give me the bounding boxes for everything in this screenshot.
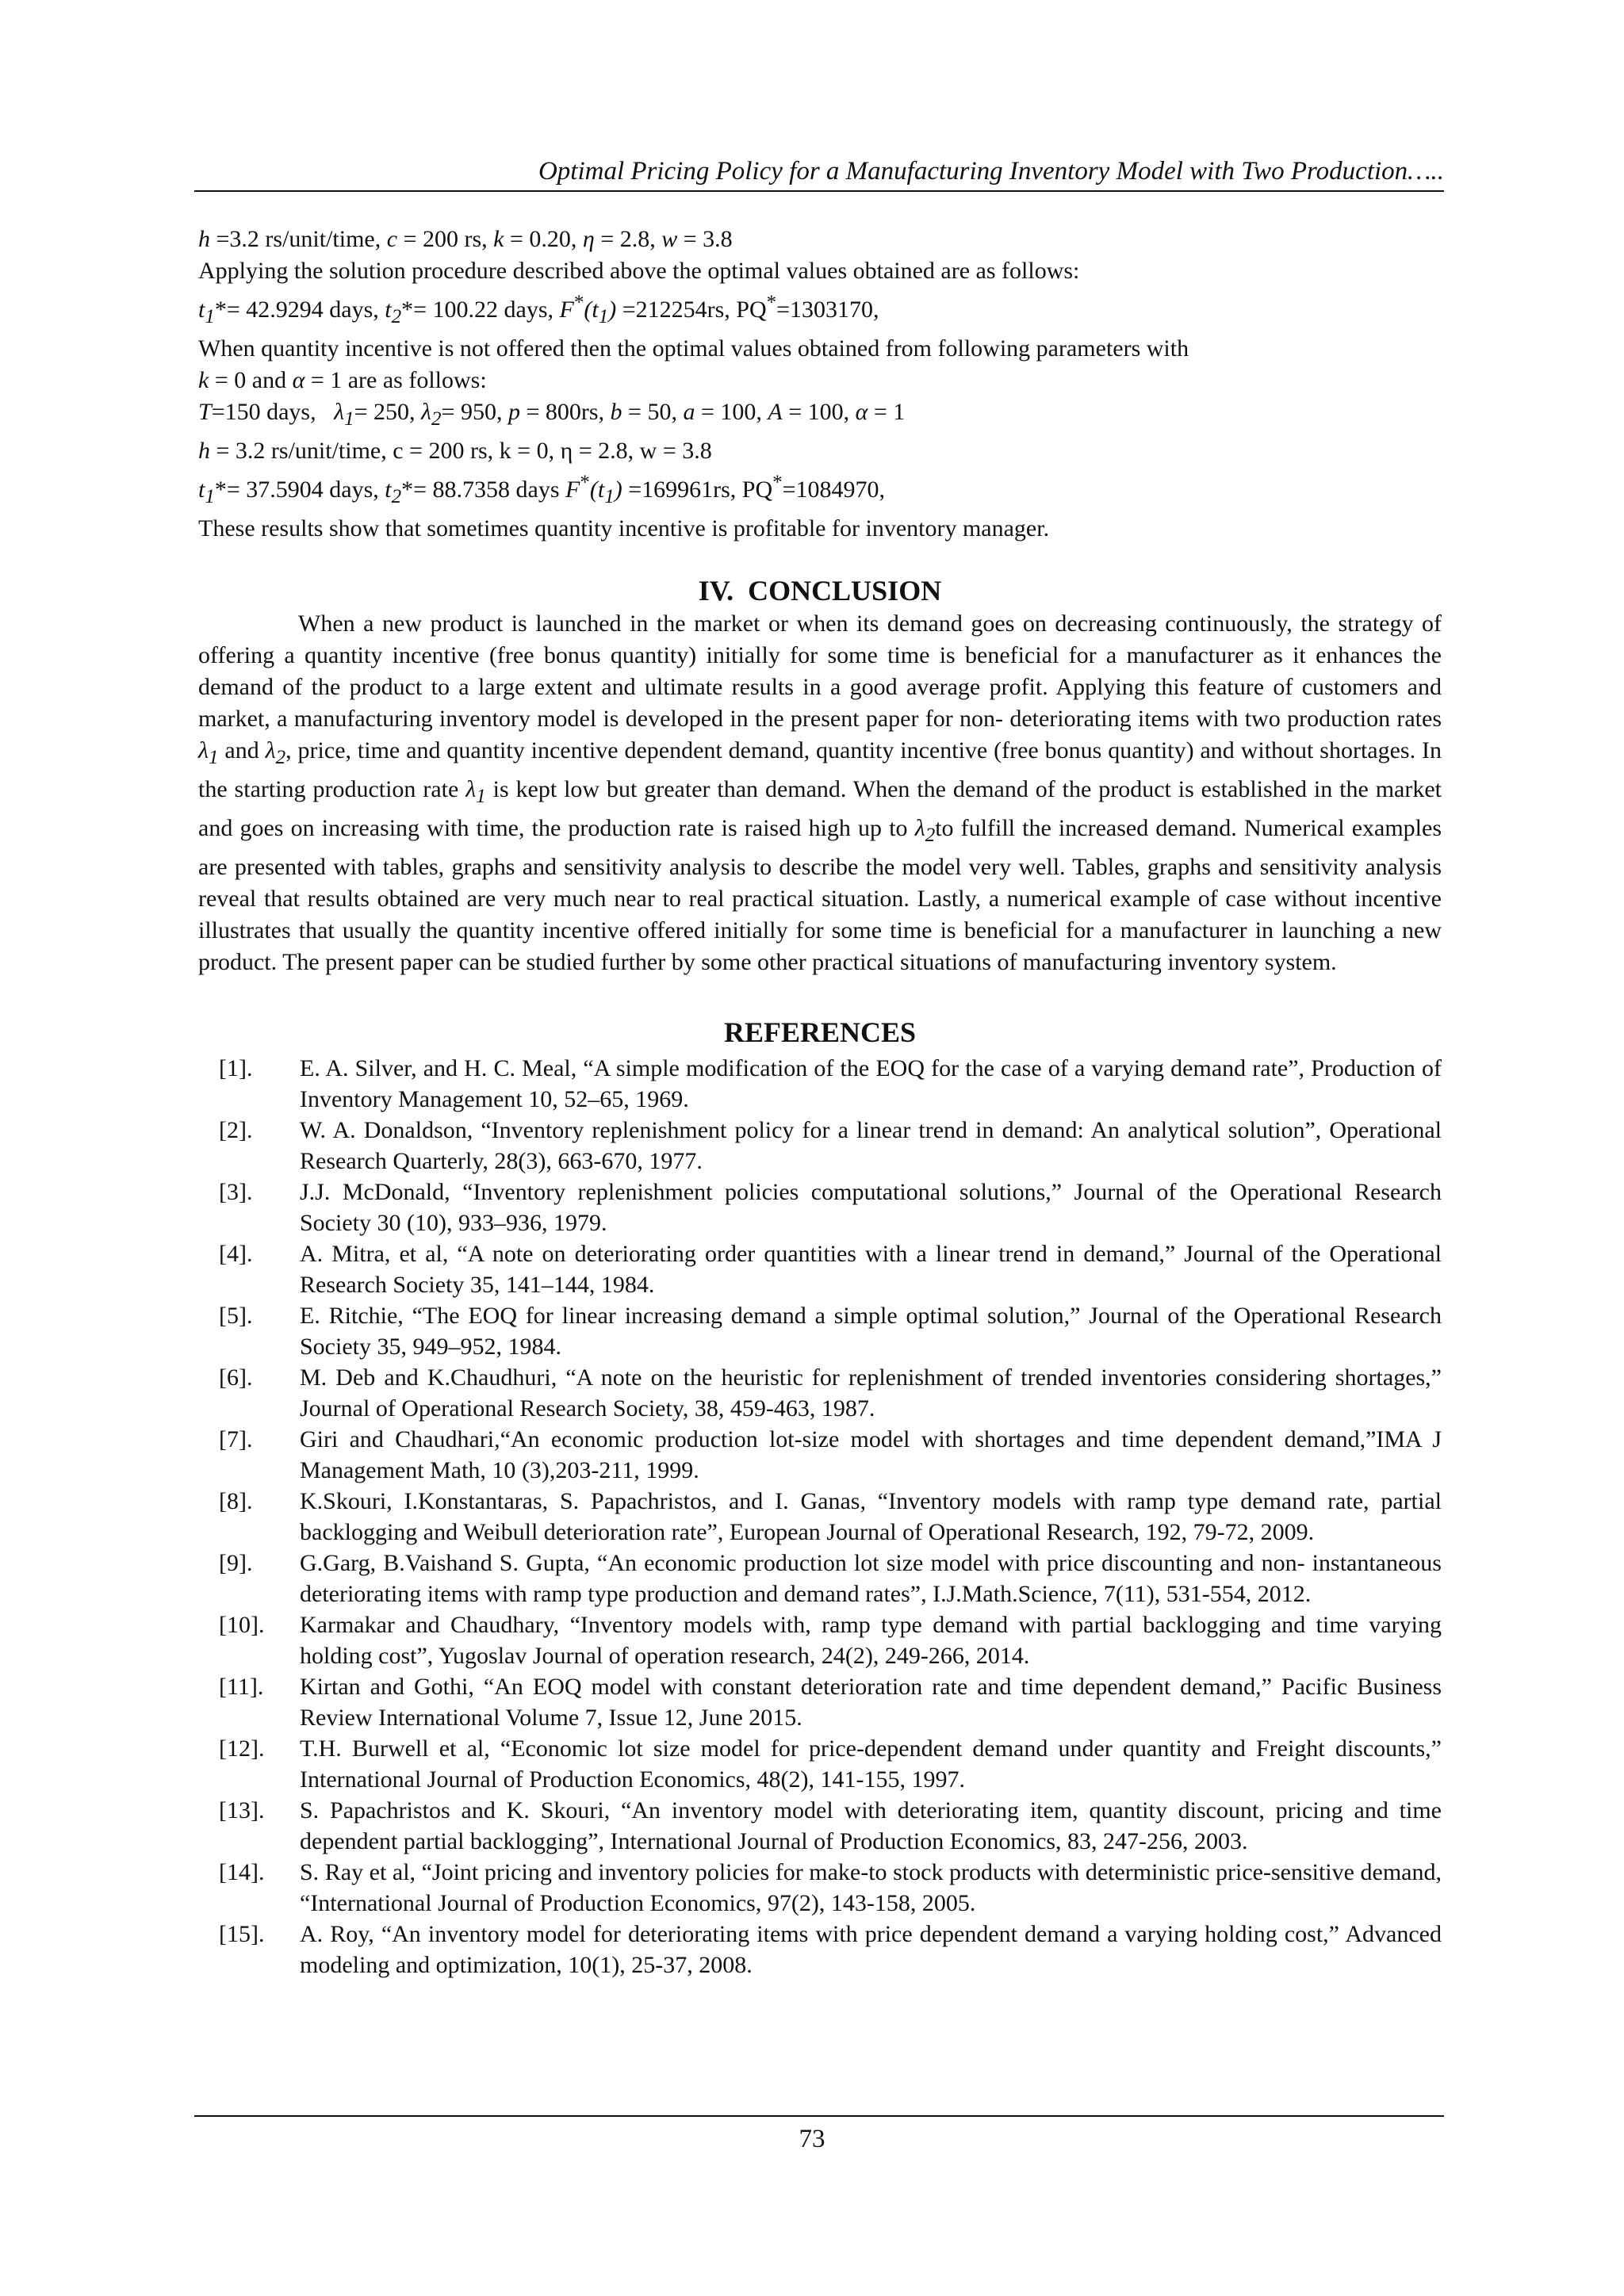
reference-number: [15].	[219, 1921, 265, 1947]
reference-text: S. Ray et al, “Joint pricing and inventory policies for make-to stock products with deterministic price-sensitive demand, “International Journal of Production Economics, 97(2), 143-158, 2005.	[300, 1859, 1442, 1916]
reference-number: [13].	[219, 1797, 265, 1823]
reference-item	[198, 1177, 1442, 1238]
reference-text: J.J. McDonald, “Inventory replenishment policies computational solutions,” Journal of the Operational Research Society 30 (10), 933–936, 1979.	[300, 1179, 1442, 1236]
reference-item	[198, 1795, 1442, 1857]
reference-text: A. Mitra, et al, “A note on deteriorating order quantities with a linear trend in demand,” Journal of the Operational Research Society 35, 141–144, 1984.	[300, 1241, 1442, 1298]
reference-item	[198, 1053, 1442, 1115]
reference-number: [7].	[219, 1426, 253, 1452]
footer-rule	[194, 2115, 1444, 2117]
reference-text: Karmakar and Chaudhary, “Inventory models with, ramp type demand with partial backlogging and time varying holding cost”, Yugoslav Journal of operation research, 24(2), 249-266, 2014.	[300, 1612, 1442, 1669]
reference-text: A. Roy, “An inventory model for deteriorating items with price dependent demand a varying holding cost,” Advanced modeling and optimization, 10(1), 25-37, 2008.	[300, 1921, 1442, 1978]
reference-number: [10].	[219, 1612, 265, 1638]
reference-text: K.Skouri, I.Konstantaras, S. Papachristos, and I. Ganas, “Inventory models with ramp type demand rate, partial backlogging and Weibull deterioration rate”, European Journal of Operational Research, 192, 79-72, 2009.	[300, 1488, 1442, 1545]
reference-item	[198, 1238, 1442, 1300]
reference-item	[198, 1671, 1442, 1733]
reference-number: [9].	[219, 1550, 253, 1576]
reference-item	[198, 1733, 1442, 1795]
page-content	[198, 224, 1442, 1980]
reference-text: M. Deb and K.Chaudhuri, “A note on the heuristic for replenishment of trended inventories considering shortages,” Journal of Operational Research Society, 38, 459-463, 1987.	[300, 1364, 1442, 1422]
reference-number: [5].	[219, 1303, 253, 1329]
reference-text: T.H. Burwell et al, “Economic lot size model for price-dependent demand under quantity and Freight discounts,” International Journal of Production Economics, 48(2), 141-155, 1997.	[300, 1735, 1442, 1793]
running-header: Optimal Pricing Policy for a Manufacturing Inventory Model with Two Production…..	[538, 157, 1444, 186]
reference-text: Kirtan and Gothi, “An EOQ model with constant deterioration rate and time dependent demand,” Pacific Business Review International Volume 7, Issue 12, June 2015.	[300, 1674, 1442, 1731]
reference-text: Giri and Chaudhari,“An economic production lot-size model with shortages and time dependent demand,”IMA J Management Math, 10 (3),203-211, 1999.	[300, 1426, 1442, 1483]
reference-item	[198, 1424, 1442, 1486]
reference-item	[198, 1486, 1442, 1548]
header-rule	[194, 190, 1444, 192]
reference-item	[198, 1115, 1442, 1177]
reference-text: E. Ritchie, “The EOQ for linear increasing demand a simple optimal solution,” Journal of the Operational Research Society 35, 949–952, 1984.	[300, 1303, 1442, 1360]
reference-number: [2].	[219, 1117, 253, 1143]
result-line-8: $t_1*= 37.5904$ days, $t_2*= 88.7358$ days $F^*(t_1) =169961rs$, PQ*=1084970,	[198, 472, 886, 507]
reference-number: [8].	[219, 1488, 253, 1514]
reference-text: W. A. Donaldson, “Inventory replenishment policy for a linear trend in demand: An analytical solution”, Operational Research Quarterly, 28(3), 663-670, 1977.	[300, 1117, 1442, 1174]
reference-number: [3].	[219, 1179, 253, 1205]
result-line-9: These results show that sometimes quantity incentive is profitable for inventory manager.	[198, 515, 1050, 541]
reference-text: S. Papachristos and K. Skouri, “An inventory model with deteriorating item, quantity discount, pricing and time dependent partial backlogging”, International Journal of Production Economics, 83, 247-256, 2003.	[300, 1797, 1442, 1854]
page-number: 73	[799, 2125, 825, 2153]
reference-item	[198, 1300, 1442, 1362]
references-heading: REFERENCES	[723, 1016, 917, 1048]
reference-number: [4].	[219, 1241, 253, 1267]
result-line-3: $t_1*= 42.9294$ days, $t_2*= 100.22$ days, $F^*(t_1) =212254rs$, PQ*=1303170,	[198, 292, 879, 327]
reference-number: [14].	[219, 1859, 265, 1885]
reference-number: [11].	[219, 1674, 264, 1700]
result-line-5: k = 0 and α = 1 are as follows:	[198, 367, 487, 393]
result-line-1: h =3.2 rs/unit/time, c = 200 rs, k = 0.20, η = 2.8, w = 3.8	[198, 226, 733, 252]
reference-text: E. A. Silver, and H. C. Meal, “A simple modification of the EOQ for the case of a varying demand rate”, Production of Inventory Management 10, 52–65, 1969.	[300, 1055, 1442, 1112]
result-line-2: Applying the solution procedure described above the optimal values obtained are as follows:	[198, 258, 1080, 284]
result-line-6: T=150 days, $\lambda_1= 250$, $\lambda_2= 950$, p = 800rs, b = 50, a = 100, A = 100, α = 1	[198, 399, 906, 430]
reference-number: [1].	[219, 1055, 253, 1081]
reference-item	[198, 1609, 1442, 1671]
reference-number: [6].	[219, 1364, 253, 1391]
reference-item	[198, 1857, 1442, 1919]
reference-item	[198, 1548, 1442, 1609]
reference-list	[198, 1053, 1442, 1980]
reference-number: [12].	[219, 1735, 265, 1762]
result-line-4: When quantity incentive is not offered then the optimal values obtained from following parameters with	[198, 335, 1189, 362]
conclusion-paragraph: When a new product is launched in the market or when its demand goes on decreasing continuously, the strategy of offering a quantity incentive (free bonus quantity) initially for some time is beneficial for a manufacturer as it enhances the demand of the product to a large extent and ultimate results in a good average profit. Applying this feature of customers and market, a manufacturing inventory model is developed in the present paper for non- deteriorating items with two production rates $\lambda_1$ and $\lambda_2$, price, time and quantity incentive dependent demand, quantity incentive (free bonus quantity) and without shortages. In the starting production rate $\lambda_1$ is kept low but greater than demand. When the demand of the product is established in the market and goes on increasing with time, the production rate is raised high up to $\lambda_2to$ fulfill the increased demand. Numerical examples are presented with tables, graphs and sensitivity analysis to describe the model very well. Tables, graphs and sensitivity analysis reveal that results obtained are very much near to real practical situation. Lastly, a numerical example of case without incentive illustrates that usually the quantity incentive offered initially for some time is beneficial for a manufacturer in launching a new product. The present paper can be studied further by some other practical situations of manufacturing inventory system.	[198, 610, 1442, 975]
reference-text: G.Garg, B.Vaishand S. Gupta, “An economic production lot size model with price discounting and non- instantaneous deteriorating items with ramp type production and demand rates”, I.J.Math.Science, 7(11), 531-554, 2012.	[300, 1550, 1442, 1607]
reference-item	[198, 1362, 1442, 1424]
result-line-7: h = 3.2 rs/unit/time, c = 200 rs, k = 0, η = 2.8, w = 3.8	[198, 438, 712, 464]
reference-item	[198, 1919, 1442, 1980]
conclusion-heading: IV. CONCLUSION	[698, 575, 942, 607]
